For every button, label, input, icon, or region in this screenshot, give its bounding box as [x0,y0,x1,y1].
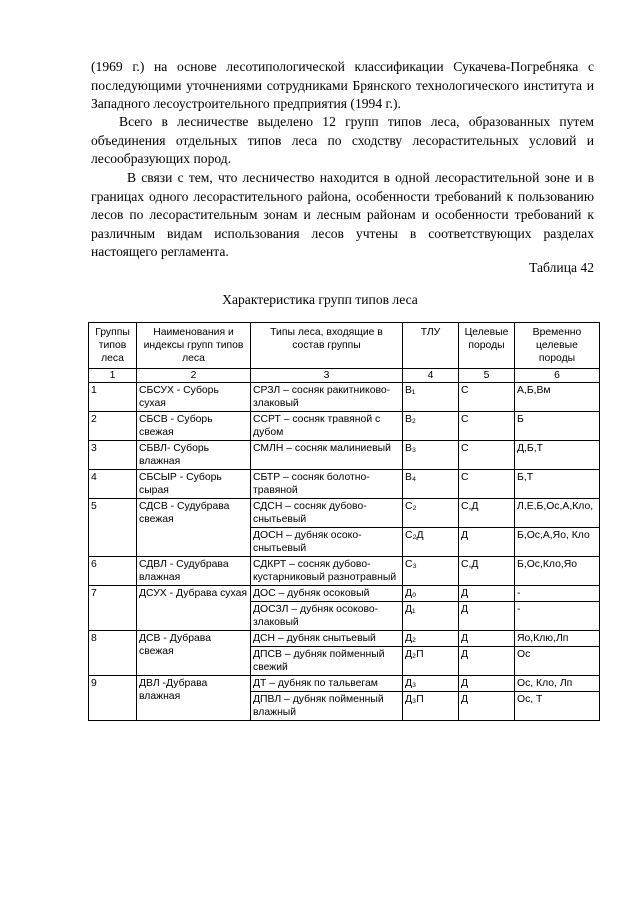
group-name-cell: СДСВ - Судубрава свежая [137,499,251,557]
forest-type-cell: ДОСЗЛ – дубняк осоково-злаковый [251,602,403,631]
table-row [89,441,600,470]
forest-type-cell: СМЛН – сосняк малиниевый [251,441,403,470]
table-caption: Характеристика групп типов леса [222,292,418,307]
tlu-cell: С₃ [403,557,459,586]
forest-type-cell: ДСН – дубняк снытьевый [251,631,403,647]
column-number: 2 [137,369,251,383]
header-tlu: ТЛУ [403,323,459,369]
group-number-cell: 2 [89,412,137,441]
table-body [89,383,600,721]
temp-target-species-cell: Б,Т [515,470,600,499]
tlu-cell: В₃ [403,441,459,470]
target-species-cell: С [459,383,515,412]
tlu-cell: С₂ [403,499,459,528]
target-species-cell: С [459,441,515,470]
table-number: Таблица 42 [529,260,594,275]
tlu-cell: Д₃ [403,676,459,692]
table-row [89,383,600,412]
group-name-cell: СДВЛ - Судубрава влажная [137,557,251,586]
table-row [89,631,600,647]
target-species-cell: Д [459,631,515,647]
target-species-cell: Д [459,528,515,557]
table-header-row [89,323,600,369]
tlu-cell: Д₃П [403,692,459,721]
forest-type-cell: СДКРТ – сосняк дубово-кустарниковый разнотравный [251,557,403,586]
header-target-species: Целевые породы [459,323,515,369]
forest-type-cell: СБТР – сосняк болотно-травяной [251,470,403,499]
group-number-cell: 5 [89,499,137,557]
group-name-cell: СБСЫР - Суборь сырая [137,470,251,499]
temp-target-species-cell: - [515,586,600,602]
paragraph-intro: (1969 г.) на основе лесотипологической классификации Сукачева-Погребняка с последующими уточнениями сотрудниками Брянского технологического института и Западного лесоустроительного предприятия (1994 г.). [91,59,594,112]
header-temp-target-species: Временно целевые породы [515,323,600,369]
column-number: 4 [403,369,459,383]
group-name-cell: ДВЛ -Дубрава влажная [137,676,251,721]
tlu-cell: Д₁ [403,602,459,631]
forest-type-cell: СРЗЛ – сосняк ракитниково-злаковый [251,383,403,412]
temp-target-species-cell: Б [515,412,600,441]
table-row [89,412,600,441]
forest-type-groups-table [88,322,600,721]
group-number-cell: 4 [89,470,137,499]
forest-type-cell: ДПСВ – дубняк пойменный свежий [251,647,403,676]
tlu-cell: В₁ [403,383,459,412]
temp-target-species-cell: Б,Ос,А,Яо, Кло [515,528,600,557]
temp-target-species-cell: Ос, Т [515,692,600,721]
table-row [89,557,600,586]
header-forest-types: Типы леса, входящие в состав группы [251,323,403,369]
tlu-cell: В₂ [403,412,459,441]
header-group-num: Группы типов леса [89,323,137,369]
target-species-cell: С,Д [459,557,515,586]
group-number-cell: 6 [89,557,137,586]
forest-type-cell: СДСН – сосняк дубово-снытьевый [251,499,403,528]
tlu-cell: Д₀ [403,586,459,602]
group-name-cell: ДСУХ - Дубрава сухая [137,586,251,631]
temp-target-species-cell: Яо,Клю,Лп [515,631,600,647]
forest-type-cell: ДОС – дубняк осоковый [251,586,403,602]
group-name-cell: ДСВ - Дубрава свежая [137,631,251,676]
group-name-cell: СБВЛ- Суборь влажная [137,441,251,470]
table-row [89,586,600,602]
target-species-cell: Д [459,676,515,692]
table-row [89,470,600,499]
table-row [89,676,600,692]
column-number: 1 [89,369,137,383]
target-species-cell: Д [459,692,515,721]
paragraph-requirements: В связи с тем, что лесничество находится в одной лесорастительной зоне и в границах одного лесорастительного района, особенности требований к пользованию лесов по лесорастительным зонам и лесным районам и особенности требований к различным видам использования лесов учтены в соответствующих разделах настоящего регламента. [91,170,594,260]
column-number: 3 [251,369,403,383]
temp-target-species-cell: Б,Ос,Кло,Яо [515,557,600,586]
target-species-cell: Д [459,586,515,602]
group-number-cell: 7 [89,586,137,631]
target-species-cell: Д [459,647,515,676]
tlu-cell: Д₂ [403,631,459,647]
group-name-cell: СБСУХ - Суборь сухая [137,383,251,412]
paragraph-groups-count: Всего в лесничестве выделено 12 групп типов леса, образованных путем объединения отдельных типов леса по сходству лесорастительных условий и лесообразующих пород. [91,114,594,167]
group-number-cell: 3 [89,441,137,470]
temp-target-species-cell: Д,Б,Т [515,441,600,470]
forest-type-cell: ДОСН – дубняк осоко-снытьевый [251,528,403,557]
forest-type-cell: ССРТ – сосняк травяной с дубом [251,412,403,441]
target-species-cell: С [459,470,515,499]
group-number-cell: 9 [89,676,137,721]
target-species-cell: С,Д [459,499,515,528]
temp-target-species-cell: Ос [515,647,600,676]
temp-target-species-cell: Ос, Кло, Лп [515,676,600,692]
group-name-cell: СБСВ - Суборь свежая [137,412,251,441]
group-number-cell: 1 [89,383,137,412]
header-group-name: Наименования и индексы групп типов леса [137,323,251,369]
forest-type-cell: ДПВЛ – дубняк пойменный влажный [251,692,403,721]
table-row [89,499,600,528]
column-number-row [89,369,600,383]
column-number: 6 [515,369,600,383]
forest-type-cell: ДТ – дубняк по тальвегам [251,676,403,692]
tlu-cell: Д₂П [403,647,459,676]
target-species-cell: Д [459,602,515,631]
temp-target-species-cell: А,Б,Вм [515,383,600,412]
target-species-cell: С [459,412,515,441]
column-number: 5 [459,369,515,383]
tlu-cell: В₄ [403,470,459,499]
tlu-cell: С₂Д [403,528,459,557]
temp-target-species-cell: - [515,602,600,631]
temp-target-species-cell: Л,Е,Б,Ос,А,Кло, [515,499,600,528]
group-number-cell: 8 [89,631,137,676]
